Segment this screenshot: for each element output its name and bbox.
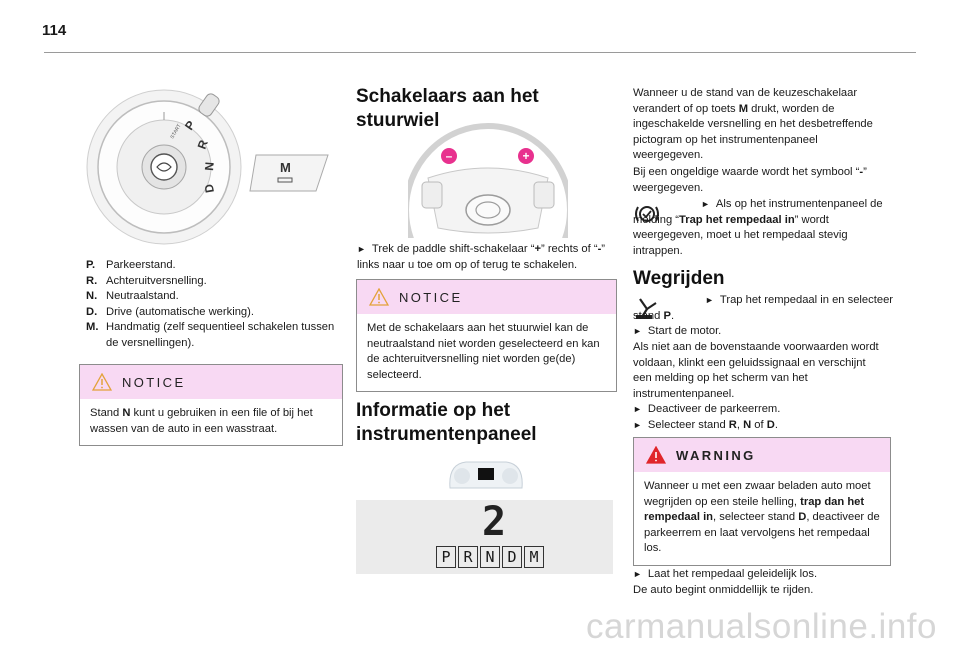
gear-letter: P (436, 546, 456, 568)
notice-box-2 (356, 279, 617, 392)
paddle-minus-label: – (445, 149, 453, 163)
page-number: 114 (42, 22, 67, 39)
notice-title: NOTICE (122, 374, 186, 390)
notice-title: NOTICE (399, 289, 463, 305)
gear-letter: D (502, 546, 522, 568)
heading-instrument-panel: Informatie op het instrumentenpaneel (356, 400, 537, 445)
gear-display-panel (356, 500, 613, 574)
warning-box (633, 437, 891, 566)
notice-box-1 (79, 364, 343, 446)
list-value: Neutraalstand. (106, 290, 179, 303)
header-rule (44, 52, 916, 53)
warning-header (634, 438, 890, 472)
paddle-plus-label: + (522, 149, 530, 163)
paddle-instruction: ► Trek de paddle shift-schakelaar “+” rechts of “-” links naar u toe om op of terug te schakelen. (357, 243, 606, 271)
selector-r-label: R (194, 138, 211, 152)
heading-steering-switches: Schakelaars aan het stuurwiel (356, 86, 539, 131)
notice-header (357, 280, 616, 314)
brake-message-paragraph: ► Als op het instrumentenpaneel de melding “Trap het rempedaal in” wordt weergegeven, moet u het rempedaal stevig intrappen. (633, 198, 883, 257)
list-item (86, 289, 346, 305)
selector-n-label: N (202, 161, 217, 172)
selector-start-label: START (169, 123, 183, 140)
step-release-brake: ► Laat het rempedaal geleidelijk los. (633, 568, 818, 580)
list-item (86, 274, 346, 290)
gear-letter: R (458, 546, 478, 568)
list-item (86, 258, 346, 274)
step-brake-pedal: ► Trap het rempedaal in en selecteer stand P. (633, 294, 894, 322)
warning-triangle-icon (646, 446, 666, 464)
list-key: R. (86, 274, 98, 287)
list-value: Handmatig (zelf sequentieel schakelen tussen de versnellingen). (106, 321, 335, 349)
list-value: Achteruitversnelling. (106, 274, 207, 287)
list-value: Parkeerstand. (106, 259, 176, 271)
gear-position-list (86, 258, 346, 352)
gear-letter: M (524, 546, 544, 568)
warning-triangle-icon (92, 373, 112, 391)
car-moves-paragraph: De auto begint onmiddellijk te rijden. (633, 584, 814, 596)
list-item (86, 320, 346, 351)
notice-text: Met de schakelaars aan het stuurwiel kan de neutraalstand niet worden geselecteerd en kan de achteruitversnelling niet worden ge(de) selecteerd. (367, 322, 600, 381)
gear-display-letters (436, 546, 544, 568)
invalid-value-paragraph: Bij een ongeldige waarde wordt het symbool “-” weergegeven. (633, 166, 867, 194)
warning-title: WARNING (676, 447, 756, 463)
notice-text: Stand N kunt u gebruiken in een file of bij het wassen van de auto in een wasstraat. (90, 407, 313, 435)
list-item (86, 305, 346, 321)
list-key: M. (86, 321, 99, 334)
list-key: D. (86, 305, 98, 318)
selector-d-label: D (201, 182, 217, 194)
warning-triangle-icon (369, 288, 389, 306)
step-select-gear: ► Selecteer stand R, N of D. (633, 419, 778, 431)
gear-display-number: 2 (482, 499, 507, 545)
gear-selector-illustration (80, 84, 340, 250)
step-start-engine: ► Start de motor. (633, 325, 722, 337)
m-button-label: M (280, 160, 291, 175)
instrument-cluster-icon (444, 458, 528, 494)
notice-header (80, 365, 342, 399)
steering-wheel-illustration (408, 118, 568, 238)
gear-change-paragraph: Wanneer u de stand van de keuzeschakelaar verandert of op toets M drukt, worden de ingeschakelde versnelling en het desbetreffende pictogram op het instrumentenpaneel weergegeven. (633, 87, 873, 162)
warning-text: Wanneer u met een zwaar beladen auto moet wegrijden op een steile helling, trap dan het rempedaal in, selecteer stand D, deactiveer de parkeerrem en laat vervolgens het rempedaal los. (644, 480, 880, 555)
step-release-parking-brake: ► Deactiveer de parkeerrem. (633, 403, 781, 415)
conditions-paragraph: Als niet aan de bovenstaande voorwaarden wordt voldaan, klinkt een geluidssignaal en verschijnt een melding op het scherm van het instrumentenpaneel. (633, 341, 879, 400)
heading-drive-off: Wegrijden (633, 268, 725, 289)
list-key: N. (86, 290, 98, 303)
watermark: carmanualsonline.info (586, 607, 937, 646)
list-value: Drive (automatische werking). (106, 305, 254, 318)
selector-p-label: P (181, 118, 199, 133)
list-key: P. (86, 259, 96, 271)
gear-letter: N (480, 546, 500, 568)
